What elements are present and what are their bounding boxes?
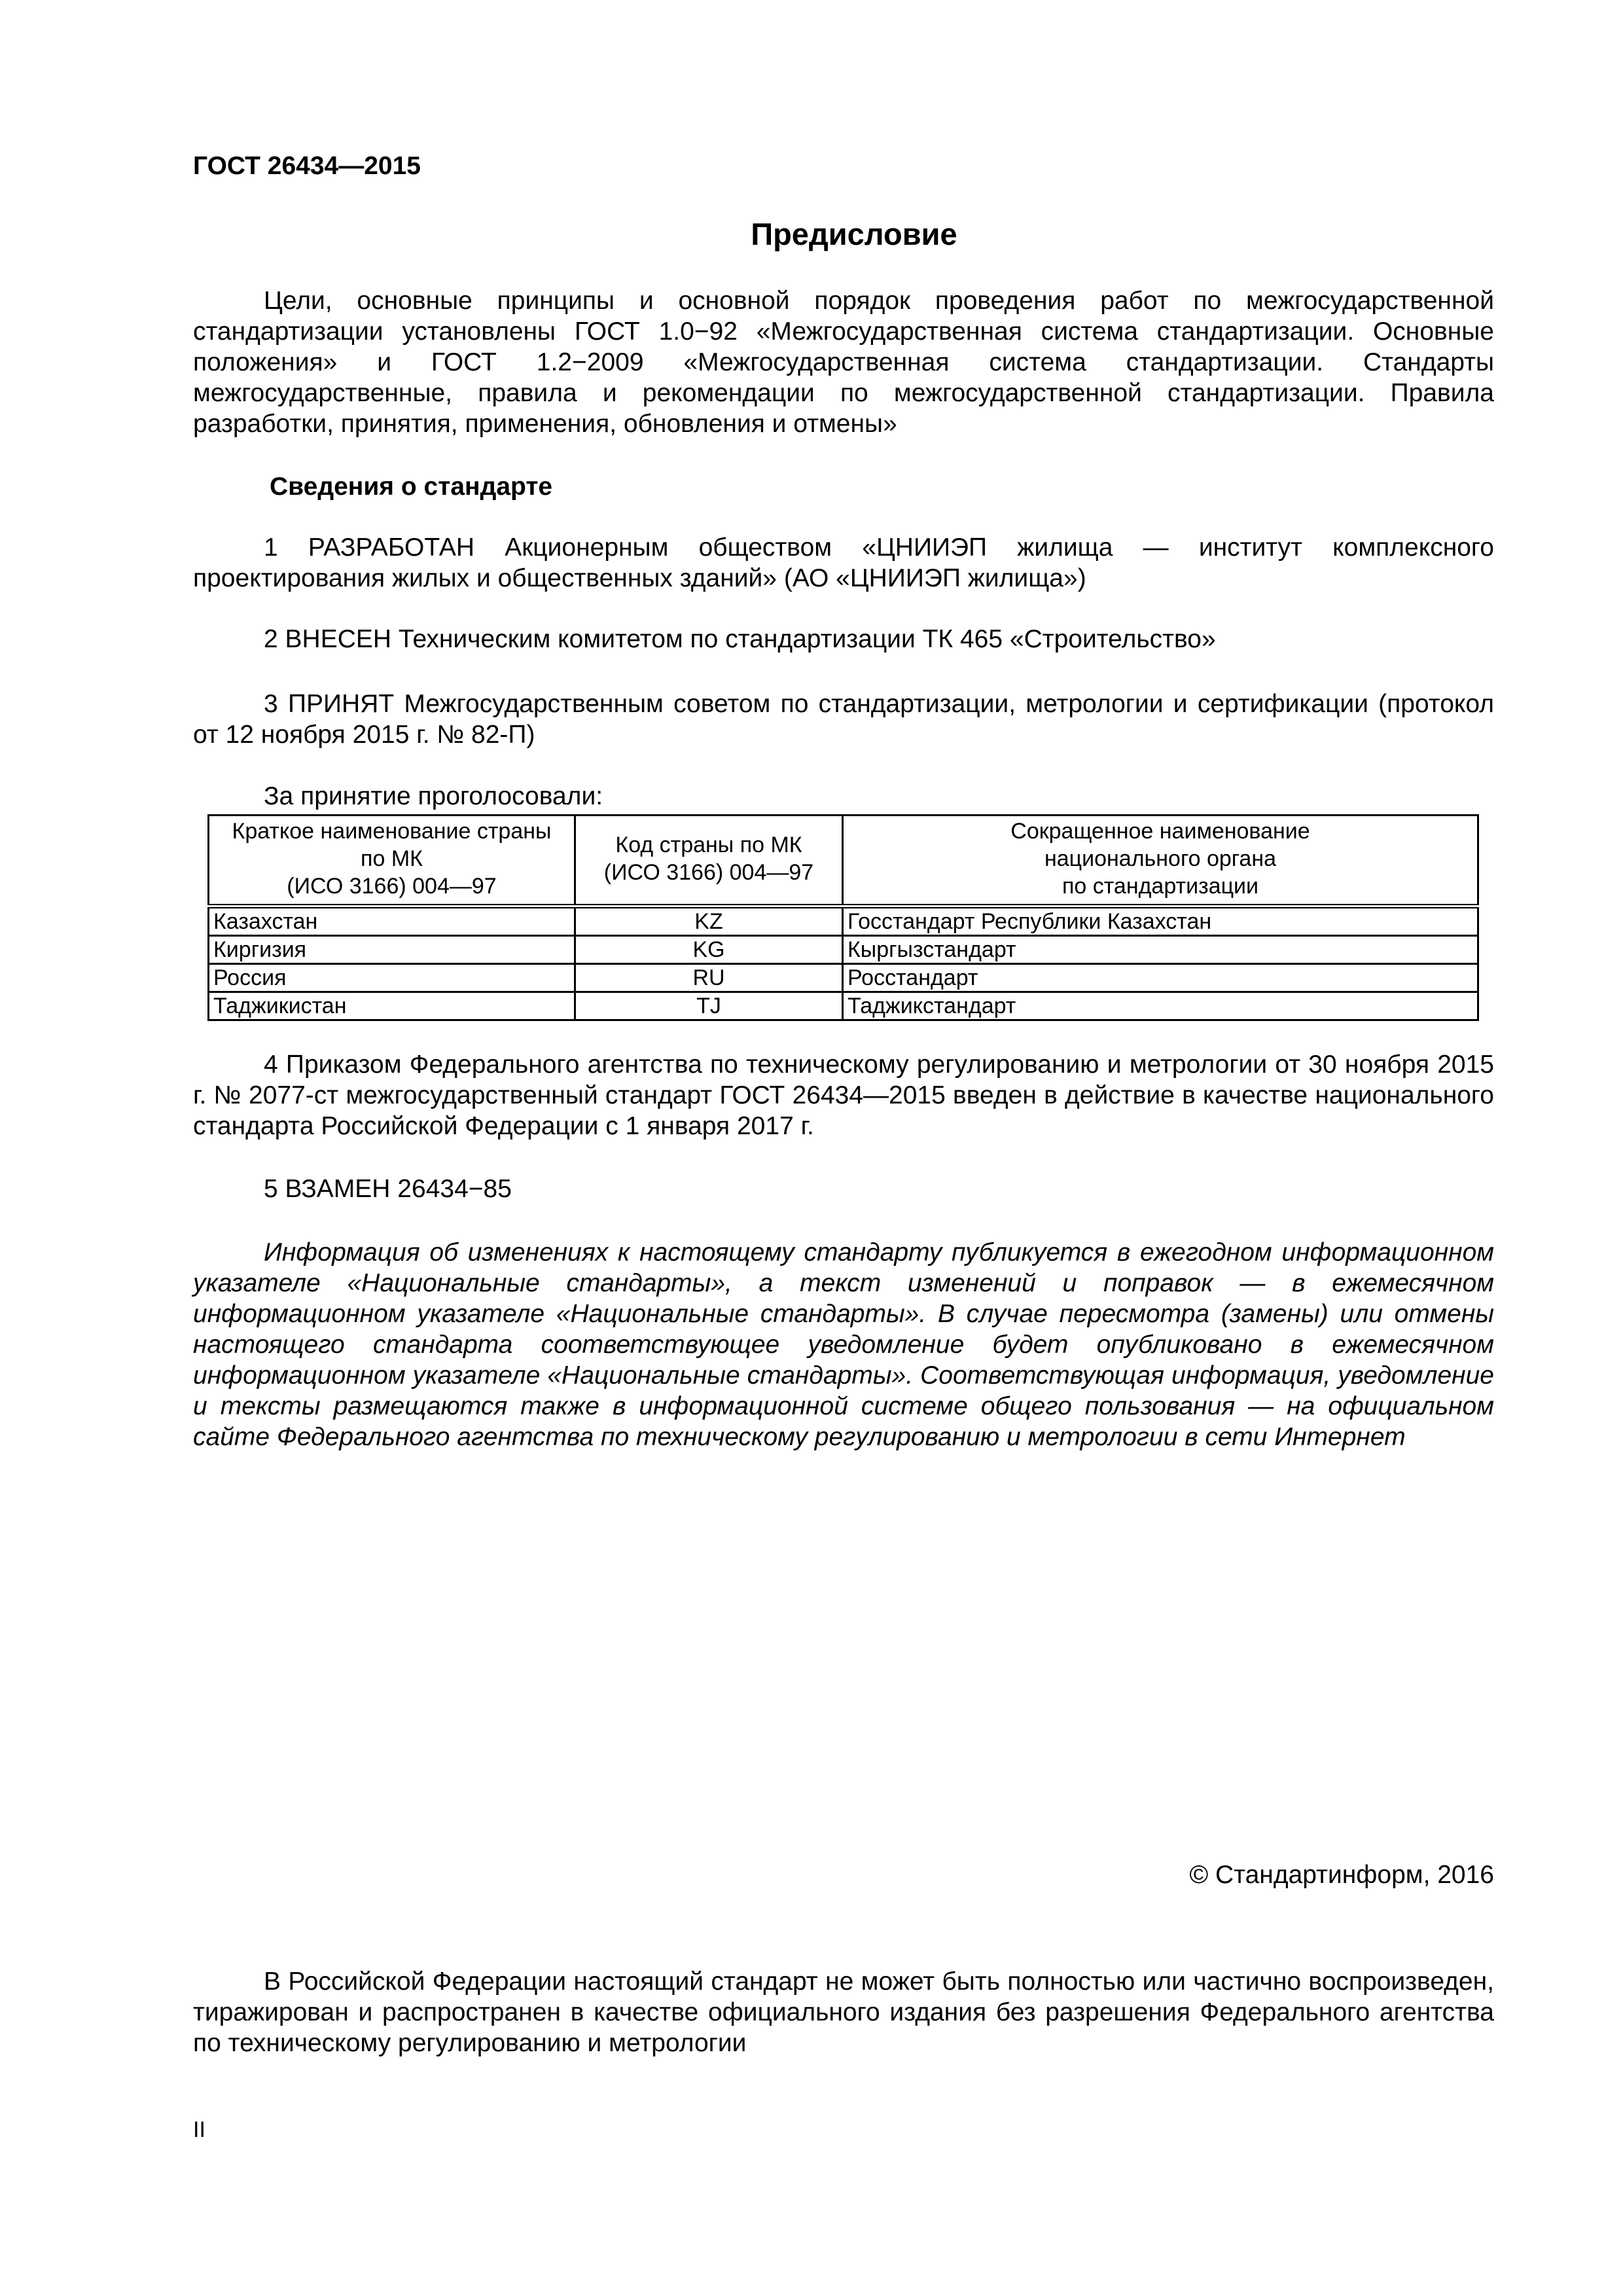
country-cell: Казахстан (209, 906, 575, 936)
country-cell: Россия (209, 964, 575, 992)
intro-paragraph (193, 285, 1494, 439)
agency-cell: Госстандарт Республики Казахстан (843, 906, 1478, 936)
voting-countries-table (207, 814, 1479, 1021)
vote-intro-text: За принятие проголосовали: (264, 782, 603, 810)
reproduction-note-paragraph (193, 1966, 1494, 2058)
table-row (209, 906, 1478, 936)
country-cell: Киргизия (209, 936, 575, 964)
item-3-paragraph (193, 689, 1494, 750)
item-2-text: 2 ВНЕСЕН Техническим комитетом по стандартизации ТК 465 «Строительство» (264, 625, 1216, 653)
page-title: Предисловие (751, 217, 957, 251)
item-2-paragraph (193, 624, 1494, 655)
info-note-paragraph (193, 1237, 1494, 1452)
vote-intro-paragraph (193, 781, 1494, 812)
reproduction-note-text: В Российской Федерации настоящий стандарт не может быть полностью или частично воспроизведен, тиражирован и распространен в качестве официального издания без разрешения Федерального агентства по техническому регулированию и метрологии (193, 1967, 1494, 2057)
agency-cell: Росстандарт (843, 964, 1478, 992)
item-3-text: 3 ПРИНЯТ Межгосударственным советом по стандартизации, метрологии и сертификации (протокол от 12 ноября 2015 г. № 82-П) (193, 690, 1494, 749)
country-cell: Таджикистан (209, 992, 575, 1020)
item-1-text: 1 РАЗРАБОТАН Акционерным обществом «ЦНИИЭП жилища — институт комплексного проектирования жилых и общественных зданий» (АО «ЦНИИЭП жилища») (193, 533, 1494, 592)
item-5-paragraph (193, 1174, 1494, 1204)
agency-cell: Таджикстандарт (843, 992, 1478, 1020)
table-row (209, 992, 1478, 1020)
column-header-country: Краткое наименование страны по МК (ИСО 3166) 004—97 (209, 816, 575, 906)
item-4-text: 4 Приказом Федерального агентства по техническому регулированию и метрологии от 30 ноября 2015 г. № 2077-ст межгосударственный стандарт ГОСТ 26434—2015 введен в действие в качестве национального стандарта Российской Федерации с 1 января 2017 г. (193, 1050, 1494, 1140)
item-1-paragraph (193, 532, 1494, 594)
column-header-agency: Сокращенное наименование национального органа по стандартизации (843, 816, 1478, 906)
table-row (209, 936, 1478, 964)
country-code-cell: TJ (575, 992, 843, 1020)
item-4-paragraph (193, 1049, 1494, 1141)
page-number: II (193, 2117, 205, 2142)
country-code-cell: KZ (575, 906, 843, 936)
info-note-text: Информация об изменениях к настоящему стандарту публикуется в ежегодном информационном указателе «Национальные стандарты», а текст изменений и поправок — в ежемесячном информационном указателе «Национальные стандарты». В случае пересмотра (замены) или отмены настоящего стандарта соответствующее уведомление будет опубликовано в ежемесячном информационном указателе «Национальные стандарты». Соответствующая информация, уведомление и тексты размещаются также в информационной системе общего пользования — на официальном сайте Федерального агентства по техническому регулированию и метрологии в сети Интернет (193, 1238, 1494, 1451)
copyright-notice: © Стандартинформ, 2016 (1189, 1861, 1494, 1889)
item-5-text: 5 ВЗАМЕН 26434−85 (264, 1175, 512, 1203)
column-header-code: Код страны по МК (ИСО 3166) 004—97 (575, 816, 843, 906)
table-row (209, 964, 1478, 992)
country-code-cell: RU (575, 964, 843, 992)
document-id-header: ГОСТ 26434—2015 (193, 152, 421, 180)
intro-text: Цели, основные принципы и основной порядок проведения работ по межгосударственной стандартизации установлены ГОСТ 1.0−92 «Межгосударственная система стандартизации. Основные положения» и ГОСТ 1.2−2009 «Межгосударственная система стандартизации. Стандарты межгосударственные, правила и рекомендации по межгосударственной стандартизации. Правила разработки, принятия, применения, обновления и отмены» (193, 287, 1494, 438)
table-header-row (209, 816, 1478, 906)
section-subheading: Сведения о стандарте (270, 473, 553, 501)
agency-cell: Кыргызстандарт (843, 936, 1478, 964)
country-code-cell: KG (575, 936, 843, 964)
